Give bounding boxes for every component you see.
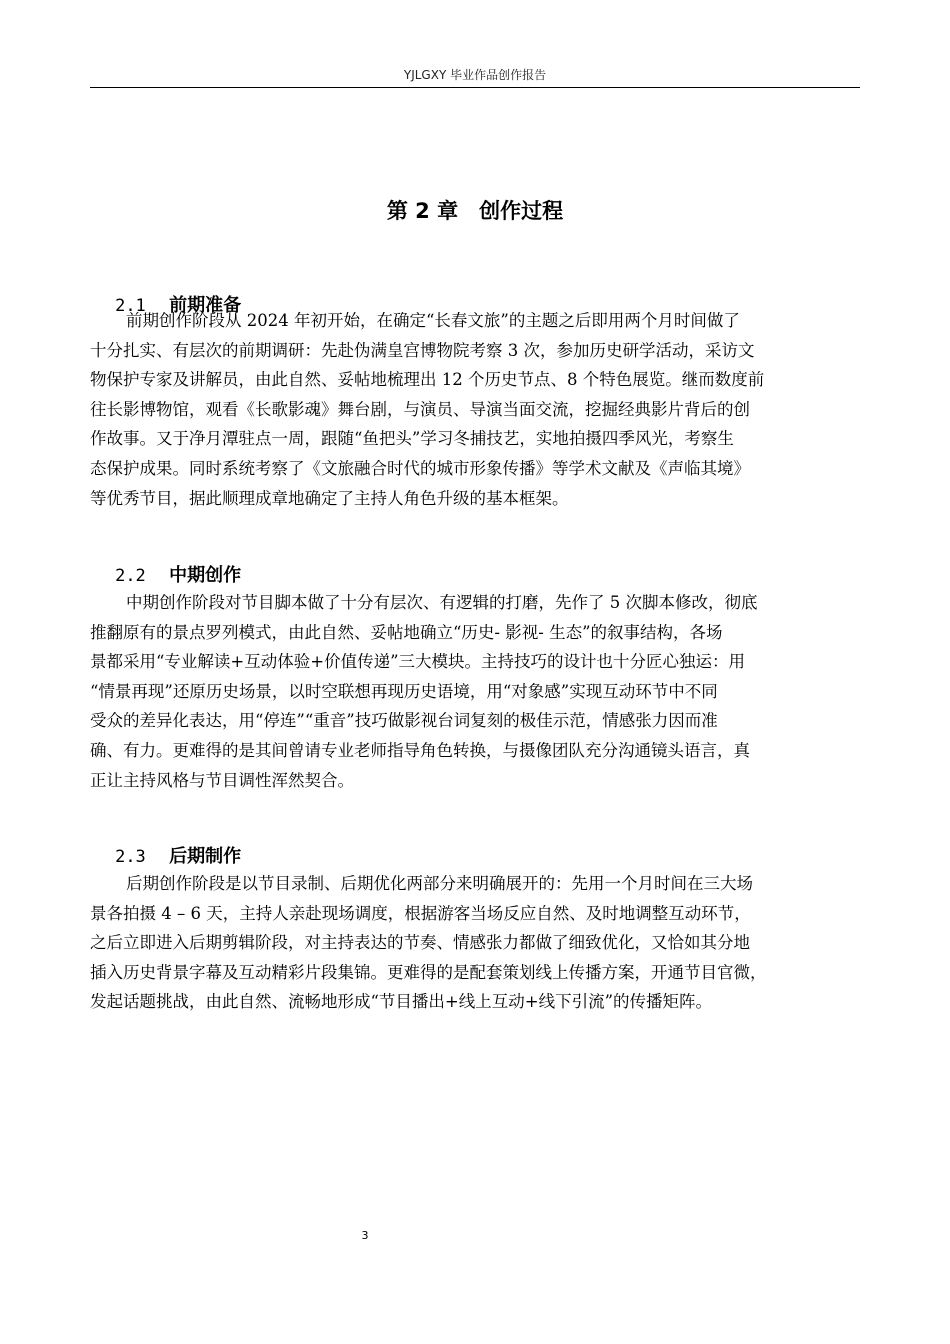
paragraph-line: 插入历史背景字幕及互动精彩片段集锦。更难得的是配套策划线上传播方案，开通节目官微， (90, 962, 767, 982)
paragraph-line: 物保护专家及讲解员，由此自然、妥帖地梳理出 12 个历史节点、8 个特色展览。继而数度前 (90, 370, 765, 390)
header-divider (90, 87, 860, 88)
paragraph-line: 确、有力。更难得的是其间曾请专业老师指导角色转换，与摄像团队充分沟通镜头语言，真 (90, 740, 750, 760)
page-number: 3 (361, 1229, 369, 1242)
paragraph-line: 态保护成果。同时系统考察了《文旅融合时代的城市形象传播》等学术文献及《声临其境》 (90, 458, 750, 478)
section-title: 前期准备 (169, 295, 242, 316)
paragraph-line: 中期创作阶段对节目脚本做了十分有层次、有逻辑的打磨，先作了 5 次脚本修改，彻底 (126, 593, 758, 612)
paragraph-line: 前期创作阶段从 2024 年初开始，在确定“长春文旅”的主题之后即用两个月时间做了 (126, 311, 740, 330)
paragraph-line: 推翻原有的景点罗列模式，由此自然、妥帖地确立“历史- 影视- 生态”的叙事结构，各场 (90, 622, 723, 642)
paragraph-line: 受众的差异化表达，用“停连”“重音”技巧做影视台词复刻的极佳示范，情感张力因而准 (90, 711, 718, 731)
section-paragraph (90, 869, 864, 1017)
chapter-title: 第 2 章 创作过程 (386, 199, 564, 223)
section-paragraph (90, 306, 864, 513)
section-number: 2.2 (115, 566, 146, 586)
paragraph-line: 发起话题挑战，由此自然、流畅地形成“节目播出+线上互动+线下引流”的传播矩阵。 (90, 992, 713, 1012)
paragraph-line: 景各拍摄 4 – 6 天，主持人亲赴现场调度，根据游客当场反应自然、及时地调整互动环节， (90, 903, 751, 923)
paragraph-line: 之后立即进入后期剪辑阶段，对主持表达的节奏、情感张力都做了细致优化，又恰如其分地 (90, 933, 750, 953)
section-number: 2.1 (115, 296, 146, 316)
paragraph-line: 作故事。又于净月潭驻点一周，跟随“鱼把头”学习冬捕技艺，实地拍摄四季风光，考察生 (90, 429, 734, 449)
paragraph-line: “情景再现”还原历史场景，以时空联想再现历史语境，用“对象感”实现互动环节中不同 (90, 681, 718, 701)
section-title: 后期制作 (169, 846, 242, 867)
paragraph-line: 往长影博物馆，观看《长歌影魂》舞台剧，与演员、导演当面交流，挖掘经典影片背后的创 (90, 399, 750, 419)
paragraph-line: 景都采用“专业解读+互动体验+价值传递”三大模块。主持技巧的设计也十分匠心独运：用 (90, 652, 746, 672)
running-header: YJLGXY 毕业作品创作报告 (403, 68, 547, 82)
paragraph-line: 后期创作阶段是以节目录制、后期优化两部分来明确展开的：先用一个月时间在三大场 (126, 874, 753, 893)
section-number: 2.3 (115, 847, 146, 867)
paragraph-line: 十分扎实、有层次的前期调研：先赴伪满皇宫博物院考察 3 次，参加历史研学活动，采访文 (90, 340, 755, 360)
section-paragraph (90, 588, 864, 795)
section-title: 中期创作 (169, 565, 242, 586)
paragraph-line: 等优秀节目，据此顺理成章地确定了主持人角色升级的基本框架。 (90, 488, 569, 508)
paragraph-line: 正让主持风格与节目调性浑然契合。 (90, 770, 354, 790)
